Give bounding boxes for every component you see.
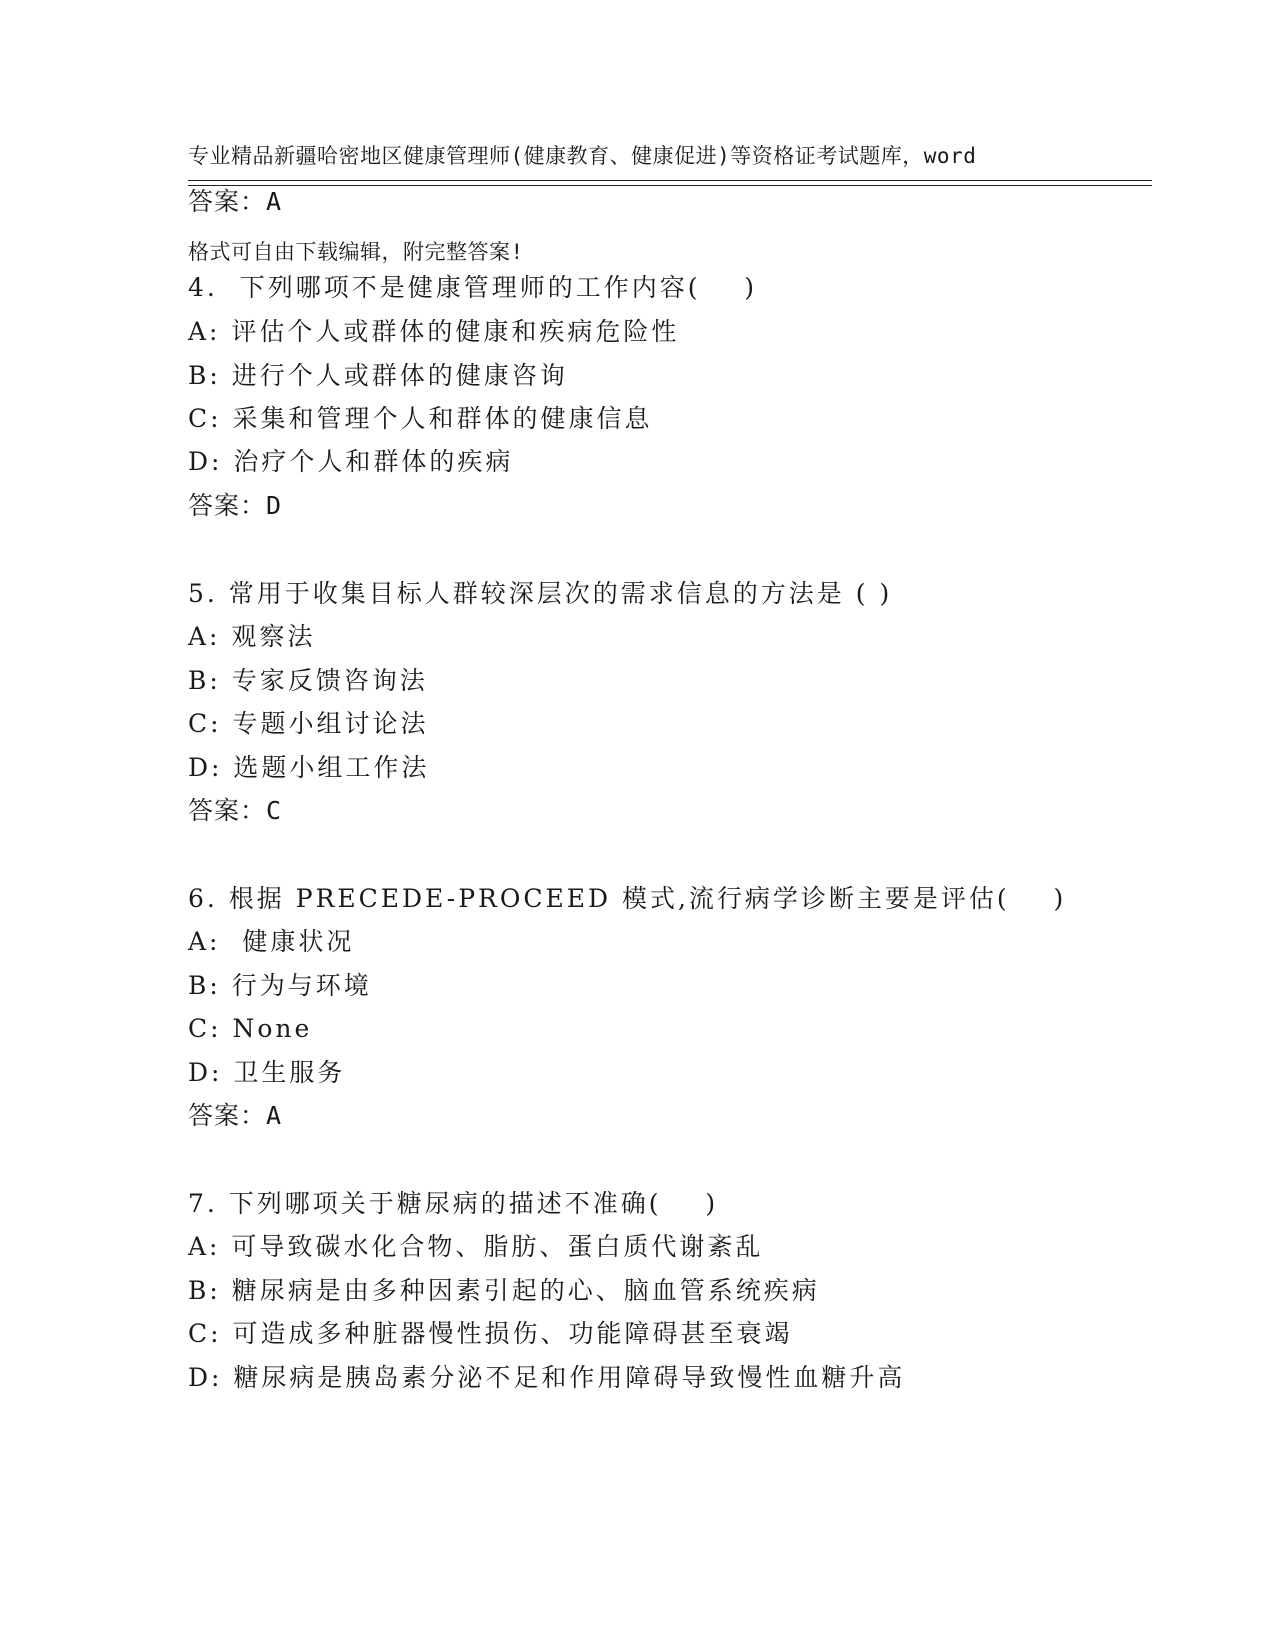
question-4-option-a: A: 评估个人或群体的健康和疾病危险性 <box>188 317 680 346</box>
question-7-option-b: B: 糖尿病是由多种因素引起的心、脑血管系统疾病 <box>188 1276 820 1305</box>
question-6-option-c: C: None <box>188 1014 313 1043</box>
header-line-1: 专业精品新疆哈密地区健康管理师(健康教育、健康促进)等资格证考试题库，word <box>188 144 977 168</box>
question-5-stem: 5. 常用于收集目标人群较深层次的需求信息的方法是 ( ) <box>188 579 893 608</box>
answer-label: 答案： <box>188 187 267 216</box>
question-6-option-d: D: 卫生服务 <box>188 1058 346 1087</box>
question-5-option-b: B: 专家反馈咨询法 <box>188 666 428 695</box>
answer-prev <box>188 186 282 218</box>
question-6-option-a: A: 健康状况 <box>188 927 355 956</box>
answer-value: C <box>266 796 283 825</box>
answer-label: 答案： <box>188 1101 267 1130</box>
question-7-option-d: D: 糖尿病是胰岛素分泌不足和作用障碍导致慢性血糖升高 <box>188 1363 906 1392</box>
question-5-answer <box>188 795 282 827</box>
question-4-option-d: D: 治疗个人和群体的疾病 <box>188 447 514 476</box>
header-line-2: 格式可自由下载编辑，附完整答案! <box>188 240 524 264</box>
answer-value: D <box>266 491 283 520</box>
document-header <box>188 76 1098 300</box>
question-7-option-c: C: 可造成多种脏器慢性损伤、功能障碍甚至衰竭 <box>188 1319 793 1348</box>
header-divider-bottom <box>188 185 1152 186</box>
answer-label: 答案： <box>188 491 267 520</box>
answer-value: A <box>266 187 283 216</box>
question-6-stem: 6. 根据 PRECEDE-PROCEED 模式,流行病学诊断主要是评估( ) <box>188 884 1067 913</box>
question-6-answer <box>188 1100 282 1132</box>
question-4-option-c: C: 采集和管理个人和群体的健康信息 <box>188 404 653 433</box>
question-4-stem: 4. 下列哪项不是健康管理师的工作内容( ) <box>188 273 758 302</box>
question-4-option-b: B: 进行个人或群体的健康咨询 <box>188 361 568 390</box>
question-5-option-c: C: 专题小组讨论法 <box>188 709 429 738</box>
answer-label: 答案： <box>188 796 267 825</box>
answer-value: A <box>266 1101 283 1130</box>
question-7-option-a: A: 可导致碳水化合物、脂肪、蛋白质代谢紊乱 <box>188 1232 764 1261</box>
question-7-stem: 7. 下列哪项关于糖尿病的描述不准确( ) <box>188 1189 719 1218</box>
header-divider-top <box>188 180 1152 181</box>
question-5-option-a: A: 观察法 <box>188 622 316 651</box>
question-6-option-b: B: 行为与环境 <box>188 971 372 1000</box>
question-4-answer <box>188 490 282 522</box>
question-5-option-d: D: 选题小组工作法 <box>188 753 430 782</box>
